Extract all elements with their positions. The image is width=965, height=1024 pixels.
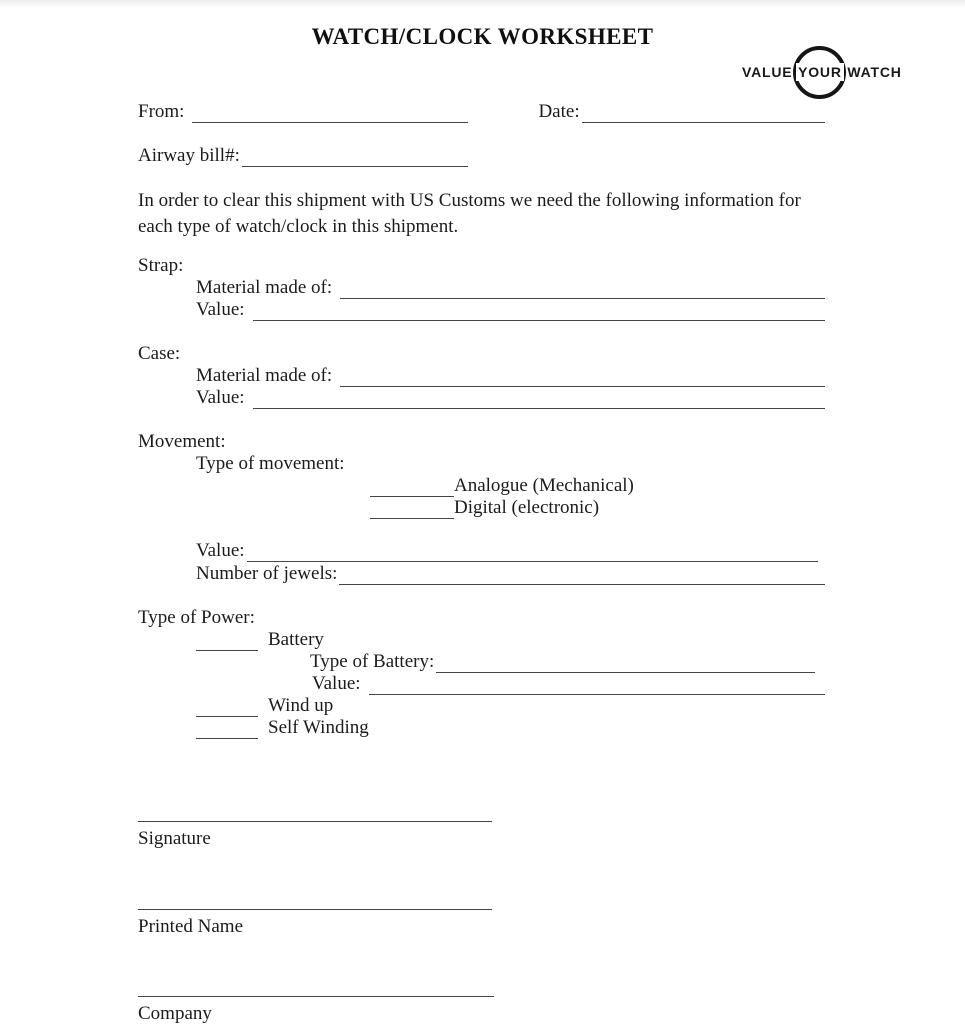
printed-name-label: Printed Name (138, 916, 244, 937)
battery-value-input-line[interactable] (369, 673, 825, 695)
movement-type-row (196, 453, 345, 475)
logo-circle-icon (793, 46, 846, 99)
page-edge-shadow (0, 0, 965, 8)
power-heading-label: Type of Power: (138, 607, 255, 628)
battery-type-label: Type of Battery: (310, 651, 435, 672)
company-input-line[interactable] (138, 975, 494, 997)
movement-value-label: Value: (196, 540, 245, 561)
airway-bill-row (138, 145, 468, 167)
movement-type-label: Type of movement: (196, 453, 345, 474)
case-material-input-line[interactable] (340, 365, 825, 387)
jewels-input-line[interactable] (339, 563, 825, 585)
movement-heading (138, 431, 226, 453)
date-label: Date: (538, 101, 580, 122)
printed-name-label-row (138, 916, 243, 938)
selfwinding-option-label: Self Winding (268, 717, 369, 738)
case-material-label: Material made of: (196, 365, 333, 386)
battery-type-row (310, 651, 815, 673)
brand-logo (742, 45, 902, 99)
battery-option-label: Battery (268, 629, 324, 650)
page-title: WATCH/CLOCK WORKSHEET (311, 24, 654, 49)
case-value-label: Value: (196, 387, 245, 408)
battery-type-input-line[interactable] (436, 651, 815, 673)
date-input-line[interactable] (582, 101, 825, 123)
intro-paragraph: In order to clear this shipment with US Customs we need the following information for each type of watch/clock in this shipment. (138, 190, 801, 237)
case-material-row (196, 365, 825, 387)
from-input-line[interactable] (192, 101, 468, 123)
case-heading (138, 343, 180, 365)
strap-material-row (196, 277, 825, 299)
strap-value-label: Value: (196, 299, 245, 320)
signature-label-row (138, 828, 211, 850)
logo-text-your: YOUR (798, 64, 842, 80)
battery-value-label: Value: (312, 673, 361, 694)
windup-check-line[interactable] (196, 695, 258, 717)
company-label: Company (138, 1003, 212, 1024)
company-label-row (138, 1003, 212, 1024)
strap-heading (138, 255, 183, 277)
battery-check-line[interactable] (196, 629, 258, 651)
analogue-option-row (370, 475, 634, 497)
airway-bill-input-line[interactable] (242, 145, 468, 167)
movement-value-row (196, 540, 818, 562)
jewels-row (196, 563, 825, 585)
signature-line-row (138, 800, 492, 822)
battery-option-row (196, 629, 324, 651)
jewels-label: Number of jewels: (196, 563, 338, 584)
case-heading-label: Case: (138, 343, 181, 364)
signature-label: Signature (138, 828, 211, 849)
company-line-row (138, 975, 494, 997)
digital-check-line[interactable] (370, 497, 454, 519)
digital-option-row (370, 497, 599, 519)
windup-option-row (196, 695, 333, 717)
airway-bill-label: Airway bill#: (138, 145, 240, 166)
strap-material-label: Material made of: (196, 277, 333, 298)
from-date-row (138, 101, 825, 123)
power-heading (138, 607, 255, 629)
signature-input-line[interactable] (138, 800, 492, 822)
case-value-row (196, 387, 825, 409)
selfwinding-option-row (196, 717, 369, 739)
digital-option-label: Digital (electronic) (454, 497, 600, 518)
strap-value-input-line[interactable] (253, 299, 825, 321)
logo-text-watch: WATCH (847, 64, 902, 80)
selfwinding-check-line[interactable] (196, 717, 258, 739)
printed-name-input-line[interactable] (138, 888, 492, 910)
logo-text-value: VALUE (742, 64, 793, 80)
analogue-option-label: Analogue (Mechanical) (454, 475, 634, 496)
analogue-check-line[interactable] (370, 475, 454, 497)
strap-value-row (196, 299, 825, 321)
movement-heading-label: Movement: (138, 431, 226, 452)
movement-value-input-line[interactable] (247, 540, 818, 562)
case-value-input-line[interactable] (253, 387, 825, 409)
battery-value-row (312, 673, 825, 695)
strap-material-input-line[interactable] (340, 277, 825, 299)
printed-name-line-row (138, 888, 492, 910)
windup-option-label: Wind up (268, 695, 334, 716)
from-label: From: (138, 101, 185, 122)
strap-heading-label: Strap: (138, 255, 184, 276)
